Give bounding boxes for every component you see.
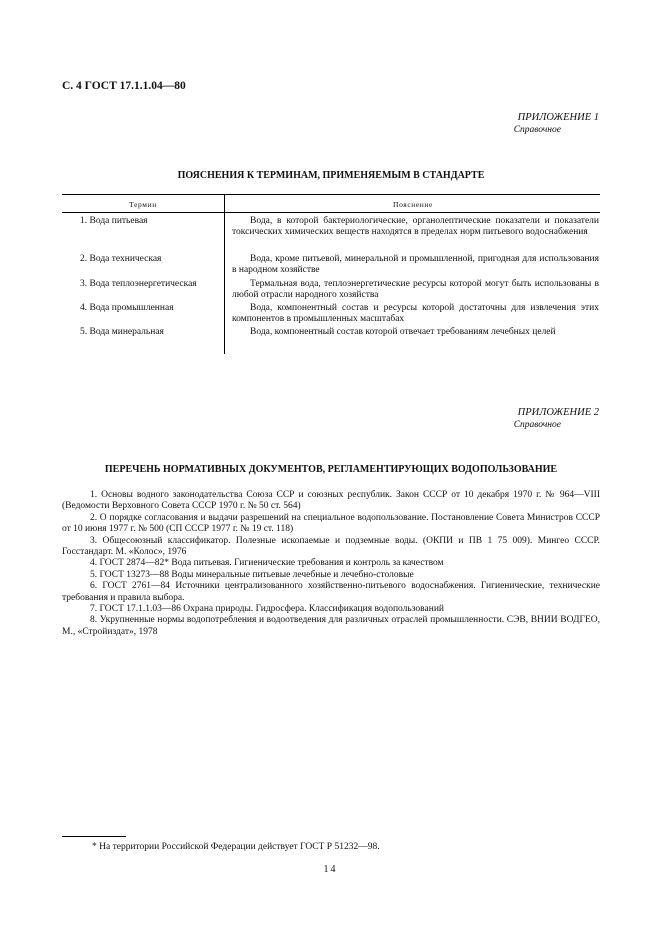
appendix-1-type: Справочное — [513, 125, 561, 135]
table-row-explanation: Вода, компонентный состав которой отвечает требованиям лечебных целей — [250, 327, 556, 337]
table-row-explanation: Вода, в которой бактериологические, органолептические показатели и показатели токсических химических веществ находятся в пределах норм питьевого водоснабжения — [232, 216, 599, 237]
appendix-2-label: ПРИЛОЖЕНИЕ 2 — [517, 407, 599, 418]
table-header-rule — [62, 212, 600, 213]
list-item: 6. ГОСТ 2761—84 Источники централизованного хозяйственно-питьевого водоснабжения. Гигиенические, технические требования и правила выбора. — [62, 581, 600, 603]
appendix-2-type: Справочное — [513, 420, 561, 430]
page-number: 14 — [323, 864, 338, 875]
table-row-term: 5. Вода минеральная — [80, 327, 164, 337]
list-item: 4. ГОСТ 2874—82* Вода питьевая. Гигиенические требования и контроль за качеством — [90, 558, 444, 569]
page-header: С. 4 ГОСТ 17.1.1.04—80 — [62, 80, 186, 92]
table-row-explanation: Вода, кроме питьевой, минеральной и промышленной, пригодная для использования в народном хозяйстве — [232, 254, 599, 275]
appendix-1-title: ПОЯСНЕНИЯ К ТЕРМИНАМ, ПРИМЕНЯЕМЫМ В СТАНДАРТЕ — [177, 170, 485, 181]
footnote-rule — [62, 836, 126, 837]
list-item: 1. Основы водного законодательства Союза ССР и союзных республик. Закон СССР от 10 декабря 1970 г. № 964—VIII (Ведомости Верховного Совета СССР 1970 г. № 50 ст. 564) — [62, 490, 600, 512]
list-item: 7. ГОСТ 17.1.1.03—86 Охрана природы. Гидросфера. Классификация водопользований — [90, 604, 445, 615]
appendix-1-label: ПРИЛОЖЕНИЕ 1 — [517, 112, 599, 123]
table-top-rule — [62, 194, 600, 195]
list-item: 2. О порядке согласования и выдачи разрешений на специальное водопользование. Постановление Совета Министров СССР от 10 июня 1977 г. № 500 (СП СССР 1977 г. № 19 ст. 118) — [62, 512, 600, 535]
list-item: 3. Общесоюзный классификатор. Полезные ископаемые и подземные воды. (ОКПИ и ПВ 1 75 009). Мингео СССР. Госстандарт. М. «Колос», 1976 — [62, 535, 600, 558]
table-row-term: 3. Вода теплоэнергетическая — [80, 279, 197, 289]
appendix-2-title: ПЕРЕЧЕНЬ НОРМАТИВНЫХ ДОКУМЕНТОВ, РЕГЛАМЕНТИРУЮЩИХ ВОДОПОЛЬЗОВАНИЕ — [104, 464, 558, 475]
table-row-explanation: Вода, компонентный состав и ресурсы которой достаточны для извлечения этих компонентов в промышленных масштабах — [232, 303, 599, 324]
documents-list — [62, 490, 600, 638]
footnote: * На территории Российской Федерации действует ГОСТ Р 51232—98. — [92, 842, 380, 852]
table-row-term: 2. Вода техническая — [80, 254, 162, 264]
table-row-explanation: Термальная вода, теплоэнергетические ресурсы которой могут быть использованы в любой отрасли народного хозяйства — [232, 279, 599, 300]
table-row-term: 4. Вода промышленная — [80, 303, 174, 313]
table-row-term: 1. Вода питьевая — [80, 216, 148, 226]
table-header-term: Термин — [129, 200, 157, 209]
list-item: 8. Укрупненные нормы водопотребления и водоотведения для различных отраслей промышленности. СЭВ, ВНИИ ВОДГЕО, М., «Стройиздат», 1978 — [62, 615, 600, 637]
table-column-divider — [224, 194, 225, 354]
table-header-explanation: Пояснение — [393, 200, 433, 209]
list-item: 5. ГОСТ 13273—88 Воды минеральные питьевые лечебные и лечебно-столовые — [90, 569, 414, 580]
